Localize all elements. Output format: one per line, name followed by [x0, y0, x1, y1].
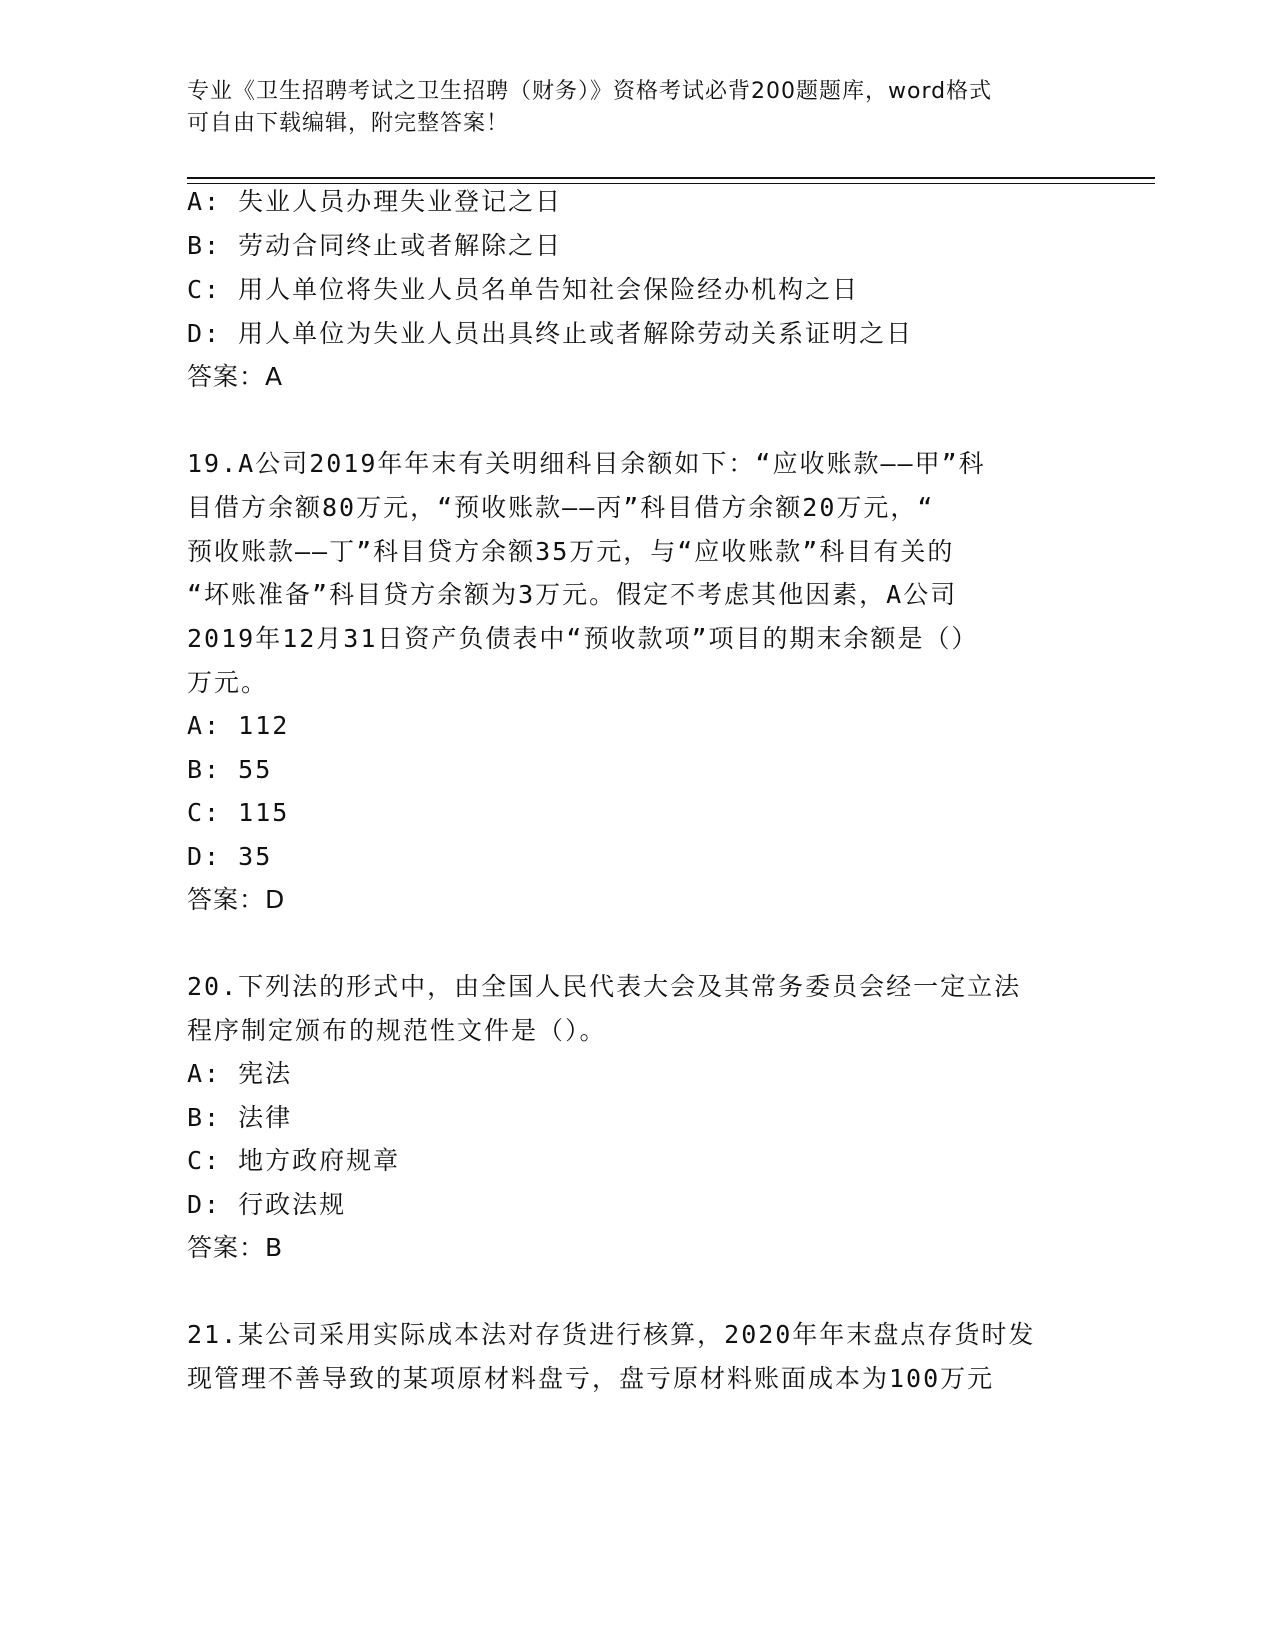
q20-answer: 答案：B [187, 1233, 284, 1262]
q20-option-b: B: 法律 [187, 1103, 293, 1132]
q19-stem-line-1: 19.A公司2019年年末有关明细科目余额如下：“应收账款——甲”科 [187, 449, 986, 478]
q20-option-d: D: 行政法规 [187, 1190, 347, 1219]
q19-option-a: A: 112 [187, 711, 290, 740]
q20-option-a: A: 宪法 [187, 1059, 293, 1088]
q19-answer: 答案：D [187, 885, 286, 914]
q18-option-d: D: 用人单位为失业人员出具终止或者解除劳动关系证明之日 [187, 319, 914, 348]
q19-stem-line-4: “坏账准备”科目贷方余额为3万元。假定不考虑其他因素，A公司 [187, 580, 958, 609]
q20-stem-line-2: 程序制定颁布的规范性文件是（）。 [187, 1016, 607, 1045]
q21-stem-line-1: 21.某公司采用实际成本法对存货进行核算，2020年年末盘点存货时发 [187, 1320, 1036, 1349]
header-line-1: 专业《卫生招聘考试之卫生招聘（财务）》资格考试必背200题题库，word格式 [187, 79, 993, 104]
q19-option-c: C: 115 [187, 798, 290, 827]
q18-option-a: A: 失业人员办理失业登记之日 [187, 187, 563, 216]
q19-stem-line-6: 万元。 [187, 668, 269, 697]
q19-option-b: B: 55 [187, 755, 273, 784]
q21-stem-line-2: 现管理不善导致的某项原材料盘亏，盘亏原材料账面成本为100万元 [187, 1364, 995, 1393]
q18-option-c: C: 用人单位将失业人员名单告知社会保险经办机构之日 [187, 275, 860, 304]
document-header [187, 76, 1067, 140]
header-divider-thin [187, 183, 1155, 184]
q19-stem-line-5: 2019年12月31日资产负债表中“预收款项”项目的期末余额是（） [187, 624, 979, 653]
q18-answer: 答案：A [187, 362, 284, 391]
q19-option-d: D: 35 [187, 842, 273, 871]
header-line-2: 可自由下载编辑，附完整答案！ [187, 111, 510, 136]
q19-stem-line-3: 预收账款——丁”科目贷方余额35万元，与“应收账款”科目有关的 [187, 537, 955, 566]
header-divider-thick [187, 177, 1155, 179]
q18-option-b: B: 劳动合同终止或者解除之日 [187, 231, 563, 260]
q20-stem-line-1: 20.下列法的形式中，由全国人民代表大会及其常务委员会经一定立法 [187, 972, 1022, 1001]
q20-option-c: C: 地方政府规章 [187, 1146, 401, 1175]
q19-stem-line-2: 目借方余额80万元，“预收账款——丙”科目借方余额20万元，“ [187, 493, 935, 522]
